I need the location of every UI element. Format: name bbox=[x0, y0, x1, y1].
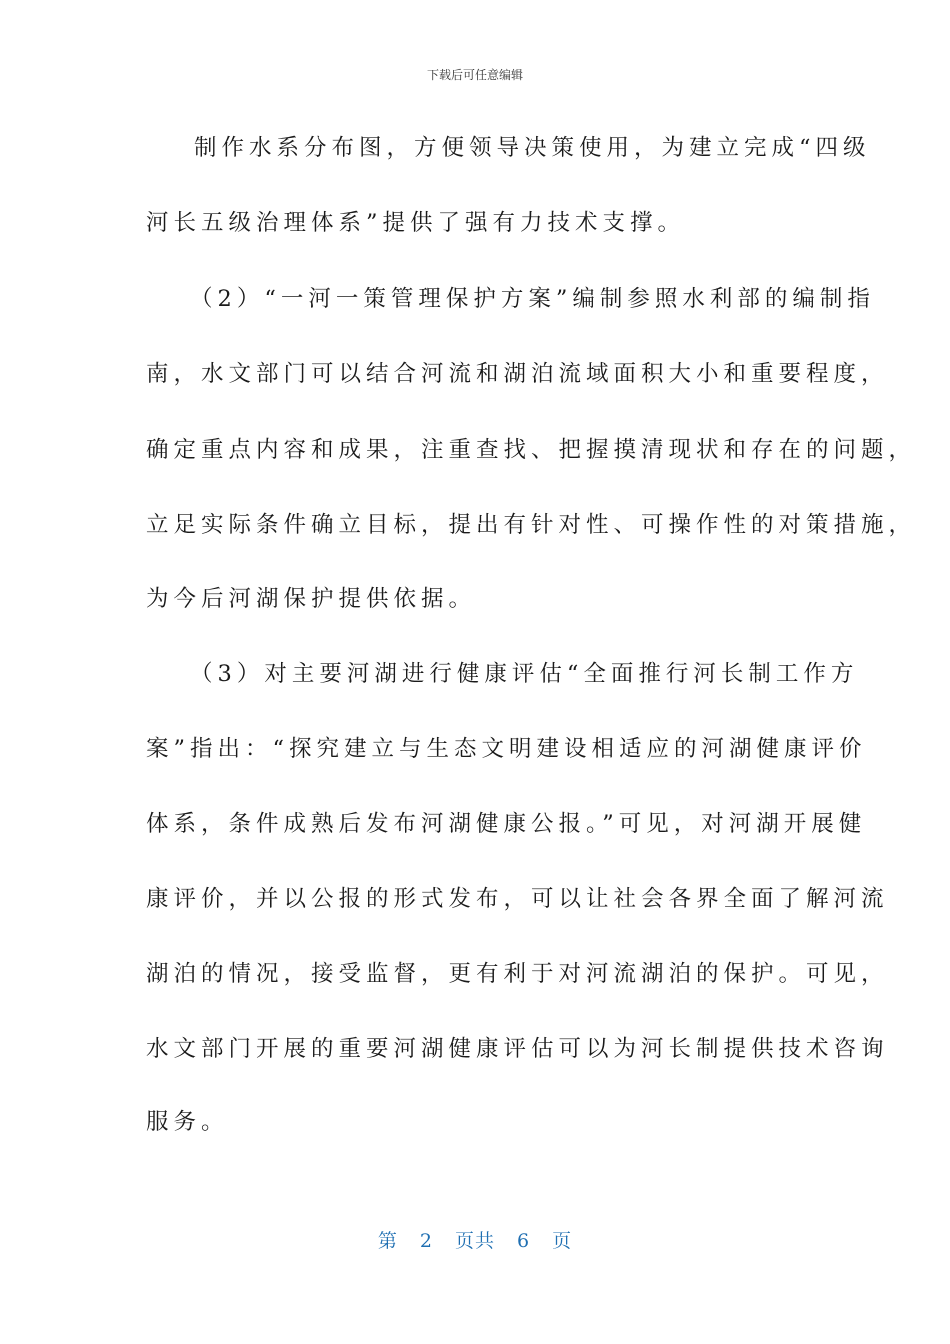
body-line: 确定重点内容和成果，注重查找、把握摸清现状和存在的问题， bbox=[146, 437, 917, 463]
body-line: 为今后河湖保护提供依据。 bbox=[146, 586, 477, 612]
body-line: 湖泊的情况，接受监督，更有利于对河流湖泊的保护。可见， bbox=[146, 961, 889, 987]
body-line: 制作水系分布图，方便领导决策使用，为建立完成“四级 bbox=[194, 135, 871, 161]
body-line: 服务。 bbox=[146, 1109, 229, 1135]
body-line: （2）“一河一策管理保护方案”编制参照水利部的编制指 bbox=[190, 286, 875, 312]
body-line: 水文部门开展的重要河湖健康评估可以为河长制提供技术咨询 bbox=[146, 1036, 889, 1062]
body-line: （3）对主要河湖进行健康评估“全面推行河长制工作方 bbox=[190, 661, 859, 687]
page-footer bbox=[0, 1226, 950, 1253]
body-line: 立足实际条件确立目标，提出有针对性、可操作性的对策措施， bbox=[146, 512, 917, 538]
body-line: 案”指出：“探究建立与生态文明建设相适应的河湖健康评价 bbox=[146, 736, 867, 762]
body-line: 南，水文部门可以结合河流和湖泊流域面积大小和重要程度， bbox=[146, 361, 889, 387]
body-line: 河长五级治理体系”提供了强有力技术支撑。 bbox=[146, 210, 686, 236]
footer-page-mid: 页共 bbox=[454, 1230, 495, 1252]
footer-page-prefix: 第 bbox=[377, 1230, 398, 1252]
footer-page-total: 6 bbox=[517, 1230, 531, 1252]
body-line: 康评价，并以公报的形式发布，可以让社会各界全面了解河流 bbox=[146, 886, 889, 912]
page-header-note: 下载后可任意编辑 bbox=[426, 68, 523, 82]
body-line: 体系，条件成熟后发布河湖健康公报。”可见，对河湖开展健 bbox=[146, 811, 867, 837]
footer-page-suffix: 页 bbox=[552, 1230, 573, 1252]
footer-page-number: 2 bbox=[419, 1230, 433, 1252]
